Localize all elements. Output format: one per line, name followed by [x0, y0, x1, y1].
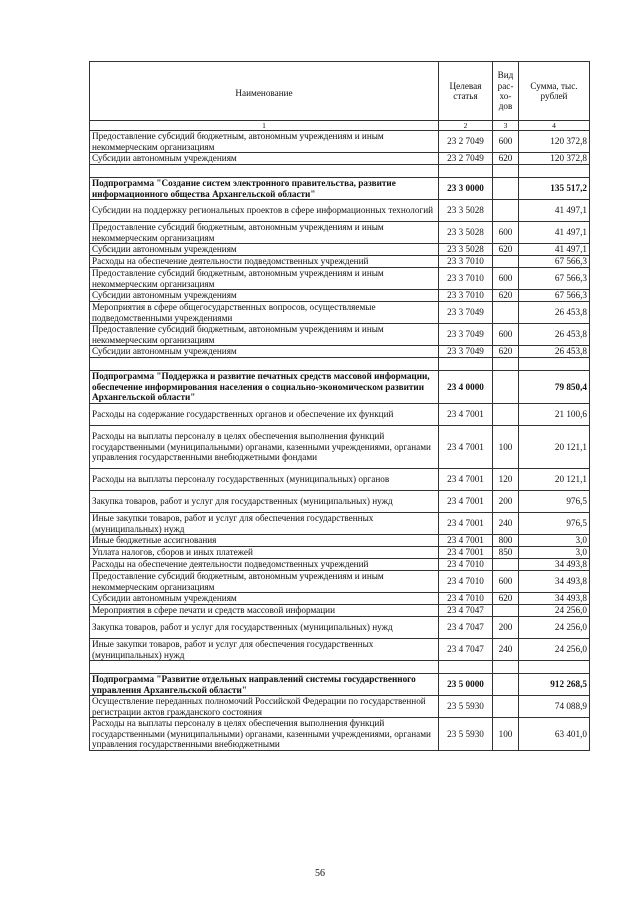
cell-code: 23 5 5930 [439, 718, 493, 751]
cell-code: 23 3 7049 [439, 324, 493, 346]
cell-name: Предоставление субсидий бюджетным, автономным учреждениям и иным некоммерческим организациям [90, 571, 439, 593]
cell-sum: 26 453,8 [519, 346, 590, 358]
cell-sum: 24 256,0 [519, 617, 590, 639]
cell-vid: 120 [493, 469, 519, 491]
table-row [90, 426, 590, 469]
cell-vid: 620 [493, 290, 519, 302]
cell-code: 23 3 5028 [439, 244, 493, 256]
spacer-cell [519, 661, 590, 674]
cell-sum: 41 497,1 [519, 222, 590, 244]
table-row [90, 513, 590, 535]
header-code: Целевая статья [439, 62, 493, 121]
table-row [90, 324, 590, 346]
cell-vid [493, 696, 519, 718]
table-row [90, 469, 590, 491]
table-row [90, 290, 590, 302]
cell-vid: 600 [493, 324, 519, 346]
cell-sum: 976,5 [519, 491, 590, 513]
cell-code: 23 3 5028 [439, 222, 493, 244]
cell-vid: 240 [493, 513, 519, 535]
cell-name: Субсидии на поддержку региональных проектов в сфере информационных технологий [90, 200, 439, 222]
cell-vid: 100 [493, 718, 519, 751]
table-row [90, 302, 590, 324]
subprogram-row [90, 178, 590, 200]
cell-vid: 600 [493, 131, 519, 153]
cell-name: Субсидии автономным учреждениям [90, 290, 439, 302]
table-row [90, 617, 590, 639]
table-row [90, 131, 590, 153]
cell-vid: 620 [493, 346, 519, 358]
cell-sum: 24 256,0 [519, 605, 590, 617]
cell-name: Осуществление переданных полномочий Российской Федерации по государственной регистрации актов гражданского состояния [90, 696, 439, 718]
cell-code: 23 2 7049 [439, 153, 493, 165]
cell-code: 23 4 7047 [439, 605, 493, 617]
cell-name: Расходы на обеспечение деятельности подведомственных учреждений [90, 559, 439, 571]
cell-vid [493, 200, 519, 222]
table-index-row [90, 121, 590, 131]
spacer-row [90, 165, 590, 178]
table-row [90, 593, 590, 605]
cell-code: 23 4 7001 [439, 469, 493, 491]
cell-name: Закупка товаров, работ и услуг для государственных (муниципальных) нужд [90, 491, 439, 513]
cell-name: Расходы на выплаты персоналу государственных (муниципальных) органов [90, 469, 439, 491]
cell-sum: 120 372,8 [519, 153, 590, 165]
cell-name: Мероприятия в сфере печати и средств массовой информации [90, 605, 439, 617]
header-name: Наименование [90, 62, 439, 121]
header-index-4: 4 [519, 121, 590, 131]
cell-code: 23 4 7001 [439, 404, 493, 426]
cell-vid: 200 [493, 491, 519, 513]
cell-sum: 976,5 [519, 513, 590, 535]
cell-code: 23 3 7010 [439, 268, 493, 290]
header-index-3: 3 [493, 121, 519, 131]
budget-table-body [90, 62, 590, 751]
spacer-row [90, 661, 590, 674]
cell-name: Предоставление субсидий бюджетным, автономным учреждениям и иным некоммерческим организациям [90, 268, 439, 290]
spacer-cell [493, 661, 519, 674]
spacer-cell [90, 358, 439, 371]
cell-vid [493, 404, 519, 426]
cell-code: 23 4 0000 [439, 371, 493, 404]
cell-code: 23 4 7047 [439, 639, 493, 661]
table-row [90, 535, 590, 547]
cell-name: Субсидии автономным учреждениям [90, 346, 439, 358]
cell-sum: 67 566,3 [519, 256, 590, 268]
header-sum: Сумма, тыс. рублей [519, 62, 590, 121]
cell-code: 23 4 7001 [439, 426, 493, 469]
cell-vid: 800 [493, 535, 519, 547]
cell-sum: 67 566,3 [519, 290, 590, 302]
cell-name: Субсидии автономным учреждениям [90, 593, 439, 605]
table-row [90, 571, 590, 593]
cell-name: Закупка товаров, работ и услуг для государственных (муниципальных) нужд [90, 617, 439, 639]
cell-name: Иные закупки товаров, работ и услуг для обеспечения государственных (муниципальных) нужд [90, 639, 439, 661]
cell-sum: 26 453,8 [519, 324, 590, 346]
cell-sum: 34 493,8 [519, 559, 590, 571]
cell-code: 23 5 5930 [439, 696, 493, 718]
table-row [90, 222, 590, 244]
table-row [90, 605, 590, 617]
spacer-cell [519, 358, 590, 371]
cell-name: Подпрограмма "Развитие отдельных направлений системы государственного управления Архангельской области" [90, 674, 439, 696]
spacer-cell [90, 661, 439, 674]
cell-sum: 24 256,0 [519, 639, 590, 661]
cell-vid [493, 178, 519, 200]
cell-sum: 912 268,5 [519, 674, 590, 696]
table-row [90, 718, 590, 751]
spacer-cell [439, 165, 493, 178]
table-row [90, 256, 590, 268]
cell-sum: 41 497,1 [519, 244, 590, 256]
cell-sum: 20 121,1 [519, 426, 590, 469]
cell-sum: 26 453,8 [519, 302, 590, 324]
cell-sum: 3,0 [519, 535, 590, 547]
cell-name: Иные закупки товаров, работ и услуг для обеспечения государственных (муниципальных) нужд [90, 513, 439, 535]
table-row [90, 244, 590, 256]
spacer-cell [519, 165, 590, 178]
cell-code: 23 3 0000 [439, 178, 493, 200]
cell-name: Предоставление субсидий бюджетным, автономным учреждениям и иным некоммерческим организациям [90, 222, 439, 244]
cell-vid [493, 256, 519, 268]
cell-code: 23 4 7010 [439, 559, 493, 571]
table-row [90, 268, 590, 290]
cell-code: 23 4 7001 [439, 491, 493, 513]
subprogram-row [90, 371, 590, 404]
cell-code: 23 3 7049 [439, 302, 493, 324]
cell-code: 23 3 7010 [439, 290, 493, 302]
cell-sum: 3,0 [519, 547, 590, 559]
table-row [90, 200, 590, 222]
spacer-cell [493, 358, 519, 371]
cell-sum: 20 121,1 [519, 469, 590, 491]
cell-code: 23 4 7001 [439, 535, 493, 547]
cell-code: 23 4 7010 [439, 571, 493, 593]
cell-name: Субсидии автономным учреждениям [90, 153, 439, 165]
cell-name: Расходы на выплаты персоналу в целях обеспечения выполнения функций государственными (муниципальными) органами, казенными учреждениями, органами управления государственными внебюджетными [90, 718, 439, 751]
cell-sum: 34 493,8 [519, 593, 590, 605]
table-row [90, 639, 590, 661]
cell-sum: 120 372,8 [519, 131, 590, 153]
cell-code: 23 4 7001 [439, 513, 493, 535]
cell-vid: 200 [493, 617, 519, 639]
cell-code: 23 5 0000 [439, 674, 493, 696]
cell-vid: 600 [493, 571, 519, 593]
table-row [90, 404, 590, 426]
header-index-2: 2 [439, 121, 493, 131]
cell-vid [493, 559, 519, 571]
cell-sum: 63 401,0 [519, 718, 590, 751]
cell-code: 23 2 7049 [439, 131, 493, 153]
cell-sum: 21 100,6 [519, 404, 590, 426]
cell-name: Предоставление субсидий бюджетным, автономным учреждениям и иным некоммерческим организациям [90, 324, 439, 346]
cell-sum: 34 493,8 [519, 571, 590, 593]
cell-vid: 620 [493, 153, 519, 165]
cell-vid: 100 [493, 426, 519, 469]
spacer-cell [439, 661, 493, 674]
cell-vid [493, 674, 519, 696]
cell-name: Расходы на содержание государственных органов и обеспечение их функций [90, 404, 439, 426]
cell-vid [493, 371, 519, 404]
cell-name: Иные бюджетные ассигнования [90, 535, 439, 547]
header-vid: Вид рас-хо-дов [493, 62, 519, 121]
header-index-1: 1 [90, 121, 439, 131]
table-row [90, 547, 590, 559]
cell-vid [493, 302, 519, 324]
cell-code: 23 3 5028 [439, 200, 493, 222]
cell-sum: 135 517,2 [519, 178, 590, 200]
table-row [90, 559, 590, 571]
cell-name: Уплата налогов, сборов и иных платежей [90, 547, 439, 559]
cell-sum: 67 566,3 [519, 268, 590, 290]
spacer-cell [493, 165, 519, 178]
spacer-cell [439, 358, 493, 371]
cell-vid: 240 [493, 639, 519, 661]
cell-code: 23 4 7047 [439, 617, 493, 639]
cell-name: Подпрограмма "Поддержка и развитие печатных средств массовой информации, обеспечение информирования населения о социально-экономическом развитии Архангельской области" [90, 371, 439, 404]
cell-code: 23 4 7010 [439, 593, 493, 605]
cell-name: Расходы на обеспечение деятельности подведомственных учреждений [90, 256, 439, 268]
cell-name: Мероприятия в сфере общегосударственных вопросов, осуществляемые подведомственными учреждениями [90, 302, 439, 324]
cell-code: 23 4 7001 [439, 547, 493, 559]
cell-name: Субсидии автономным учреждениям [90, 244, 439, 256]
cell-vid: 850 [493, 547, 519, 559]
spacer-row [90, 358, 590, 371]
table-row [90, 153, 590, 165]
table-row [90, 491, 590, 513]
cell-code: 23 3 7049 [439, 346, 493, 358]
cell-name: Предоставление субсидий бюджетным, автономным учреждениям и иным некоммерческим организациям [90, 131, 439, 153]
cell-name: Подпрограмма "Создание систем электронного правительства, развитие информационного общества Архангельской области" [90, 178, 439, 200]
cell-vid [493, 605, 519, 617]
cell-sum: 79 850,4 [519, 371, 590, 404]
table-header-row [90, 62, 590, 121]
budget-table [89, 61, 590, 751]
cell-vid: 620 [493, 593, 519, 605]
table-row [90, 696, 590, 718]
cell-code: 23 3 7010 [439, 256, 493, 268]
cell-vid: 600 [493, 222, 519, 244]
page-number: 56 [315, 868, 325, 879]
table-row [90, 346, 590, 358]
cell-name: Расходы на выплаты персоналу в целях обеспечения выполнения функций государственными (муниципальными) органами, казенными учреждениями, органами управления государственными внебюджетными фондами [90, 426, 439, 469]
cell-sum: 41 497,1 [519, 200, 590, 222]
cell-vid: 600 [493, 268, 519, 290]
cell-vid: 620 [493, 244, 519, 256]
subprogram-row [90, 674, 590, 696]
cell-sum: 74 088,9 [519, 696, 590, 718]
spacer-cell [90, 165, 439, 178]
